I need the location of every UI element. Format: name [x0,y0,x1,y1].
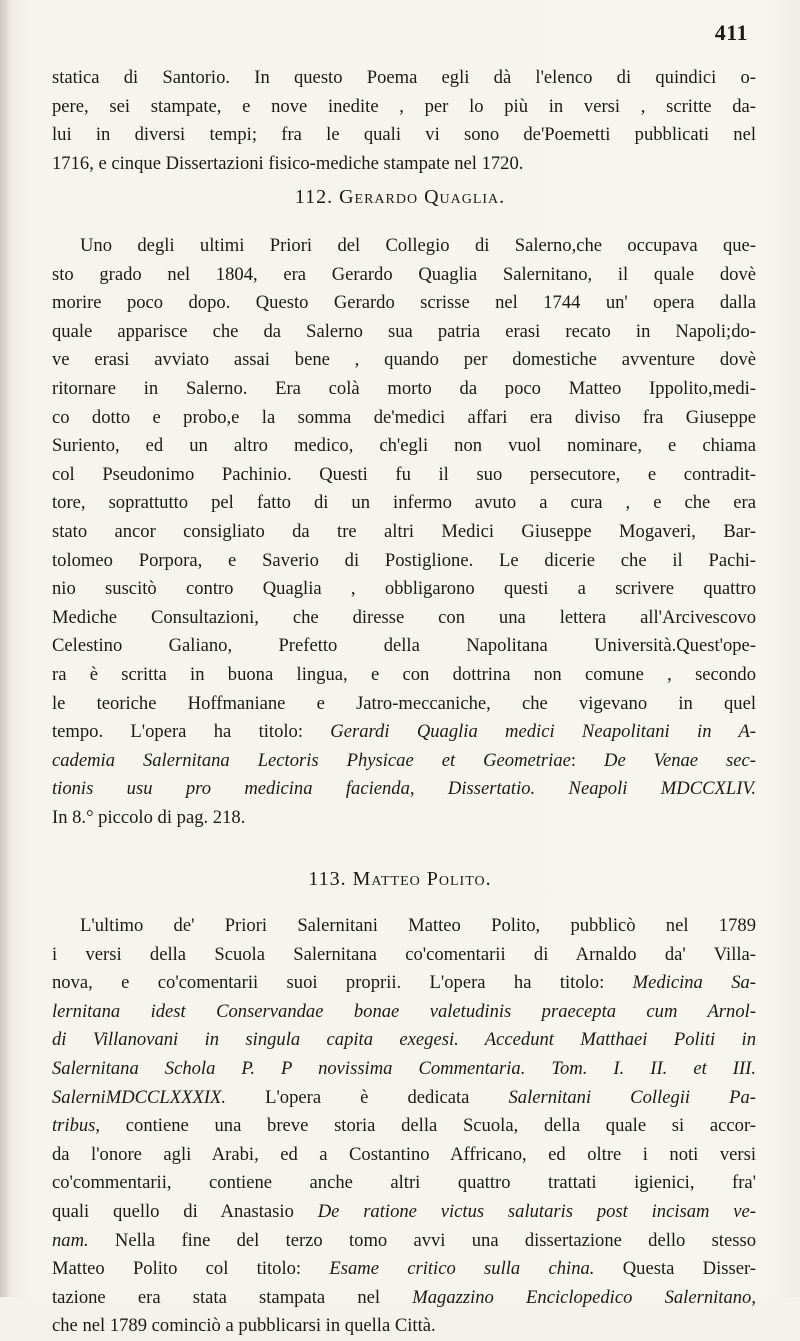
text-line [52,969,756,998]
text-line: i versi della Scuola Salernitana co'comentarii di Arnaldo da' Villa- [52,943,756,965]
text-line: Suriento, ed un altro medico, ch'egli non vuol nominare, e chiama [52,435,756,457]
work-title: SalerniMDCCLXXXIX. [52,1086,227,1108]
section-heading-112: 112. Gerardo Quaglia. [294,186,506,208]
work-title: De Venae sec- [604,749,756,771]
text-line: Uno degli ultimi Priori del Collegio di Salerno,che occupava que- [80,235,756,256]
text-line: stato ancor consigliato da tre altri Medici Giuseppe Mogaveri, Bar- [52,520,756,542]
text-line: tolomeo Porpora, e Saverio di Postiglione. Le dicerie che il Pachi- [52,549,756,571]
text-line: co'commentarii, contiene anche altri quattro trattati igienici, fra' [52,1172,756,1194]
text-line [52,1284,756,1313]
text-line: le teoriche Hoffmaniane e Jatro-meccaniche, che vigevano in quel [52,692,756,714]
text-line: L'ultimo de' Priori Salernitani Matteo Polito, pubblicò nel 1789 [80,915,756,936]
work-title: Salernitana Schola P. P novissima Commentaria. Tom. I. II. et III. [52,1057,756,1079]
work-title: lernitana idest Conservandae bonae valetudinis praecepta cum Arnol- [52,1000,756,1022]
text-fragment: , [751,1286,756,1308]
text-line [52,1084,756,1113]
text-line: morire poco dopo. Questo Gerardo scrisse nel 1744 un' opera dalla [52,292,756,314]
text-line: sto grado nel 1804, era Gerardo Quaglia Salernitano, il quale dovè [52,263,756,285]
section-heading-113: 113. Matteo Polito. [308,868,492,890]
text-fragment: Questa Disser- [594,1258,756,1280]
work-title: cademia Salernitana Lectoris Physicae et Geometriae [52,749,571,771]
text-line: da l'onore agli Arabi, ed a Costantino Affricano, ed oltre i noti versi [52,1143,756,1165]
text-line [52,775,756,804]
text-line: co dotto e probo,e la somma de'medici affari era diviso fra Giuseppe [52,406,756,428]
text-line [52,1026,756,1055]
text-line [52,747,756,776]
work-title: Medicina Sa- [632,972,756,994]
text-fragment: nova, e co'comentarii suoi proprii. L'opera ha titolo: [52,972,633,994]
text-line: 1716, e cinque Dissertazioni fisico-mediche stampate nel 1720. [52,152,524,174]
text-fragment: tazione era stata stampata nel [52,1286,413,1308]
work-title: Salernitani Collegii Pa- [508,1086,756,1108]
text-fragment: Matteo Polito col titolo: [52,1258,330,1280]
work-title: nam. [52,1229,89,1251]
work-title: De ratione victus salutaris post incisam ve- [317,1200,756,1222]
work-title: Esame critico sulla china. [329,1258,595,1280]
text-fragment: tempo. L'opera ha titolo: [52,721,331,743]
text-fragment: quali quello di Anastasio [52,1200,318,1222]
section-112-paragraph [52,232,756,832]
text-line [52,1198,756,1227]
text-line: Mediche Consultazioni, che diresse con una lettera all'Arcivescovo [52,606,756,628]
text-line: ve erasi avviato assai bene , quando per domestiche avventure dovè [52,349,756,371]
text-line [52,1055,756,1084]
text-line [52,1255,756,1284]
text-line: tore, soprattutto pel fatto di un infermo avuto a cura , e che era [52,492,756,514]
text-fragment: L'opera è dedicata [226,1086,509,1108]
work-title: di Villanovani in singula capita exegesi. Accedunt Matthaei Politi in [52,1029,756,1051]
text-line: In 8.° piccolo di pag. 218. [52,806,246,828]
text-line [52,1112,756,1141]
text-line: ra è scritta in buona lingua, e con dottrina non comune , secondo [52,663,756,685]
text-fragment: Nella fine del terzo tomo avvi una dissertazione dello stesso [88,1229,756,1251]
text-line: ritornare in Salerno. Era colà morto da poco Matteo Ippolito,medi- [52,377,756,399]
text-line: Celestino Galiano, Prefetto della Napolitana Università.Quest'ope- [52,635,756,657]
text-fragment: , contiene una breve storia della Scuola, della quale si accor- [95,1115,756,1137]
text-line: quale apparisce che da Salerno sua patria erasi recato in Napoli;do- [52,320,756,342]
text-line: statica di Santorio. In questo Poema egli dà l'elenco di quindici o- [52,67,756,88]
text-line: nio suscitò contro Quaglia , obbligarono questi a scrivere quattro [52,578,756,600]
work-title: tionis usu pro medicina facienda, Dissertatio. Neapoli MDCCXLIV. [52,778,756,800]
intro-paragraph [52,64,756,178]
page-number: 411 [714,20,748,45]
text-line [52,998,756,1027]
text-line [52,718,756,747]
text-line: pere, sei stampate, e nove inedite , per lo più in versi , scritte da- [52,95,756,117]
text-line [52,1227,756,1256]
work-title: Magazzino Enciclopedico Salernitano [412,1286,752,1308]
work-title: tribus [52,1115,96,1137]
text-fragment: : [570,749,605,771]
text-line: lui in diversi tempi; fra le quali vi sono de'Poemetti pubblicati nel [52,124,756,146]
section-113-paragraph [52,912,756,1341]
text-line: che nel 1789 cominciò a pubblicarsi in quella Città. [52,1315,436,1337]
text-line: col Pseudonimo Pachinio. Questi fu il suo persecutore, e contradit- [52,463,756,485]
work-title: Gerardi Quaglia medici Neapolitani in A- [330,721,756,743]
